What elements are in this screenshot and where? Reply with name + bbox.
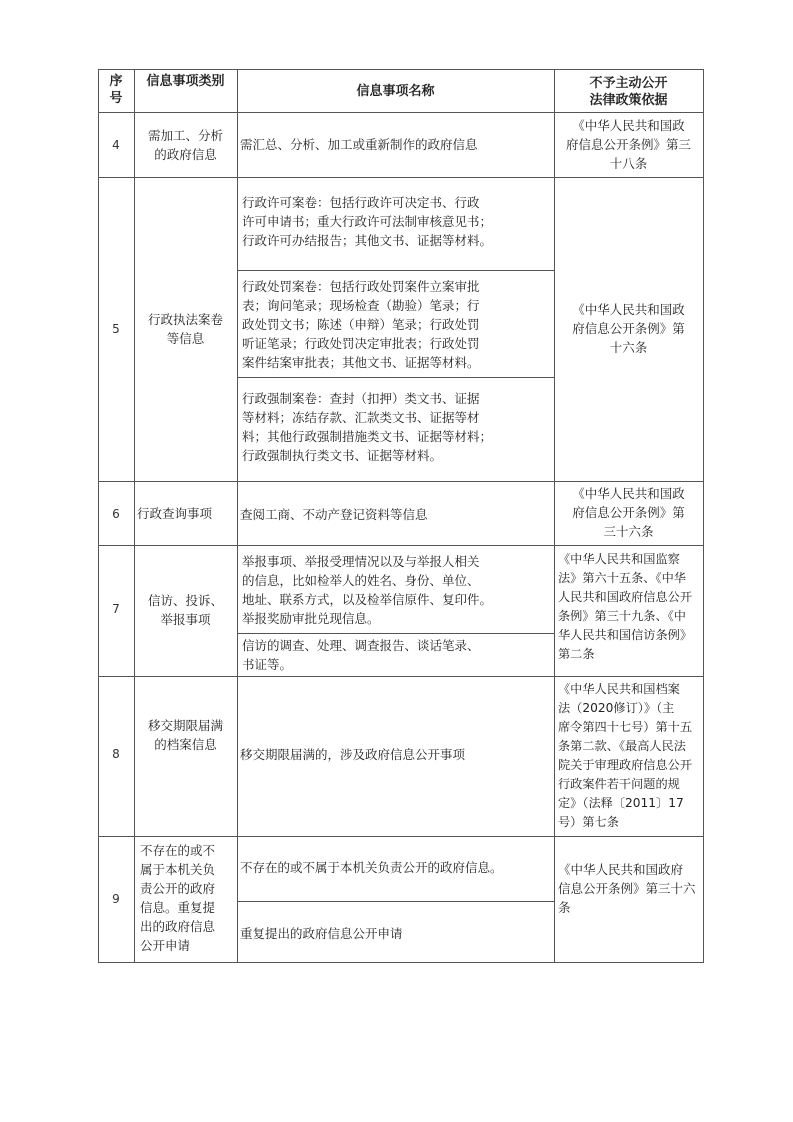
row-seq: 5 [112, 322, 120, 336]
header-category: 信息事项类别 [146, 74, 225, 89]
row-basis: 《中华人民共和国政 府信息公开条例》第三 十八条 [565, 118, 691, 171]
rule-col1 [134, 69, 135, 963]
row-item: 移交期限届满的，涉及政府信息公开事项 [240, 747, 466, 762]
rule-col2 [237, 69, 238, 963]
row-basis: 《中华人民共和国政府 信息公开条例》第三十六 条 [558, 862, 696, 915]
row-seq: 8 [112, 747, 120, 761]
row-item: 查阅工商、不动产登记资料等信息 [240, 507, 428, 522]
rule-top [98, 69, 703, 70]
row-seq: 6 [112, 507, 120, 521]
row-basis: 《中华人民共和国监察 法》第六十五条、《中华 人民共和国政府信息公开 条例》第三十九条、《中 华人民共和国信访条例》 第二条 [558, 552, 693, 661]
row-basis: 《中华人民共和国档案 法（2020修订）》（主 席令第四十七号）第十五 条第二款、《最高人民法 院关于审理政府信息公开 行政案件若干问题的规 定》（法释〔2011〕17 号）第七条 [558, 682, 693, 829]
row-category: 不存在的或不 属于本机关负 责公开的政府 信息。重复提 出的政府信息 公开申请 [140, 843, 216, 953]
row-item: 信访的调查、处理、调查报告、谈话笔录、 书证等。 [242, 638, 480, 672]
rule-row9-sub1 [237, 901, 554, 902]
rule-row5-sub2 [237, 377, 554, 378]
header-basis: 不予主动公开 法律政策依据 [589, 76, 668, 108]
row-item: 需汇总、分析、加工或重新制作的政府信息 [240, 137, 478, 152]
row-category: 需加工、分析 的政府信息 [147, 128, 223, 162]
rule-row7-sub1 [237, 633, 554, 634]
header-name: 信息事项名称 [356, 84, 435, 99]
rule-row6-bottom [98, 545, 703, 546]
rule-row8-bottom [98, 836, 703, 837]
row-item: 行政许可案卷：包括行政许可决定书、行政 许可申请书；重大行政许可法制审核意见书； 行政许可办结报告；其他文书、证据等材料。 [242, 195, 493, 248]
rule-bottom [98, 962, 703, 963]
row-item: 行政强制案卷：查封（扣押）类文书、证据 等材料；冻结存款、汇款类文书、证据等材 料；其他行政强制措施类文书、证据等材料； 行政强制执行类文书、证据等材料。 [242, 391, 493, 463]
rule-row5-sub1 [237, 270, 554, 271]
rule-right [703, 69, 704, 963]
row-category: 移交期限届满 的档案信息 [147, 718, 223, 752]
row-category: 信访、投诉、 举报事项 [147, 593, 223, 627]
row-category: 行政执法案卷 等信息 [147, 312, 223, 346]
row-seq: 9 [112, 892, 120, 906]
row-item: 重复提出的政府信息公开申请 [240, 926, 403, 941]
row-item: 行政处罚案卷：包括行政处罚案件立案审批 表；询问笔录；现场检查（勘验）笔录；行 政处罚文书；陈述（申辩）笔录；行政处罚 听证笔录；行政处罚决定审批表；行政处罚 案件结案审批表；其他文书、证据等材料。 [242, 279, 480, 370]
row-seq: 7 [112, 602, 120, 616]
row-seq: 4 [112, 138, 120, 152]
row-basis: 《中华人民共和国政 府信息公开条例》第 十六条 [572, 302, 685, 355]
rule-row5-bottom [98, 481, 703, 482]
rule-row4-bottom [98, 177, 703, 178]
row-basis: 《中华人民共和国政 府信息公开条例》第 三十六条 [572, 486, 685, 539]
header-seq: 序 号 [109, 74, 123, 106]
row-item: 举报事项、举报受理情况以及与举报人相关 的信息，比如检举人的姓名、身份、单位、 地址、联系方式，以及检举信原件、复印件。 举报奖励审批兑现信息。 [242, 554, 493, 626]
row-category: 行政查询事项 [137, 506, 213, 521]
row-item: 不存在的或不属于本机关负责公开的政府信息。 [240, 860, 503, 875]
rule-row7-bottom [98, 676, 703, 677]
rule-header-bottom [98, 112, 703, 113]
